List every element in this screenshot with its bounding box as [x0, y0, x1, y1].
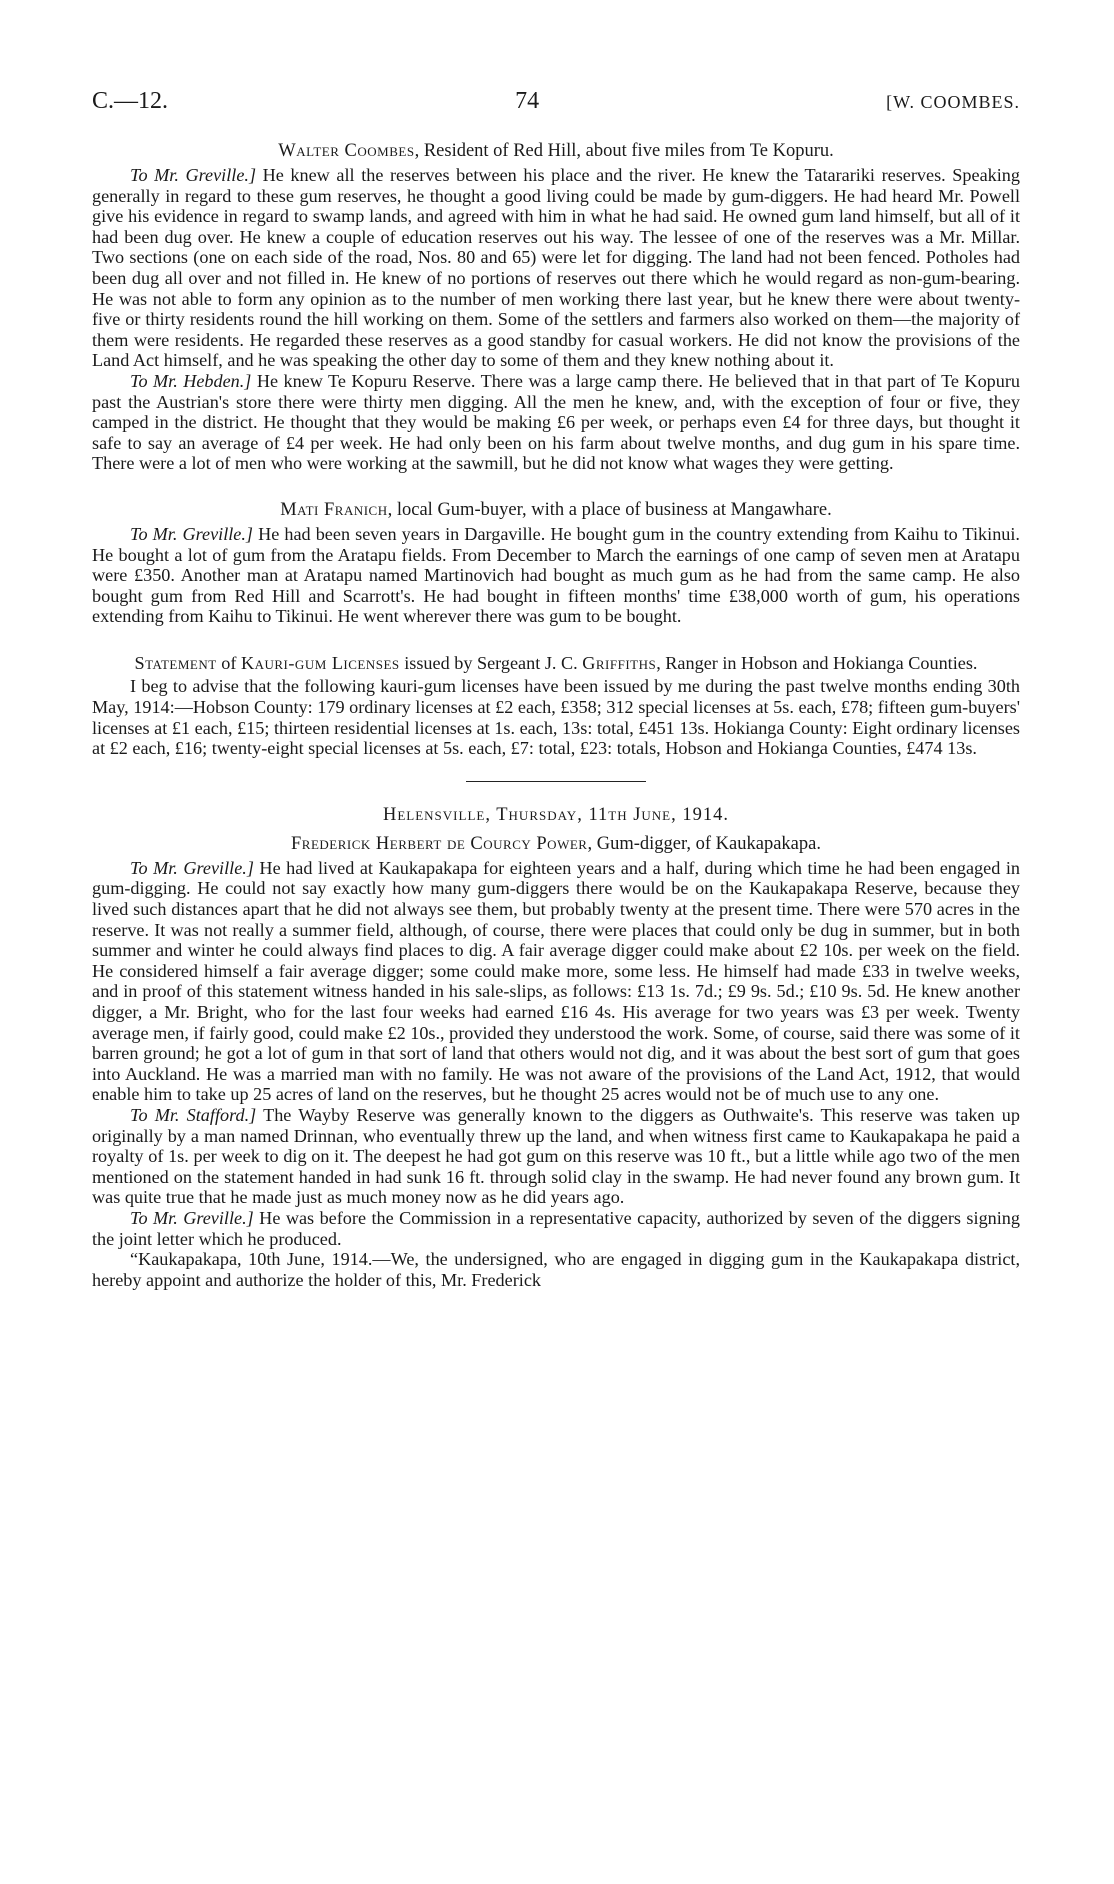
statement-body: I beg to advise that the following kauri-gum licenses have been issued by me during the past twelve months ending 30th May, 1914:—Hobson County: 179 ordinary licenses at £2 each, £358; 312 special licenses at 5s. each, £78; fifteen gum-buyers' licenses at £1 each, £15; thirteen residential licenses at 1s. each, 13s: total, £451 13s. Hokianga County: Eight ordinary licenses at £2 each, £16; twenty-eight special licenses at 5s. each, £7: total, £23: totals, Hobson and Hokianga Counties, £474 13s.: [92, 676, 1020, 759]
evidence-paragraph: To Mr. Greville.] He had been seven years in Dargaville. He bought gum in the country extending from Kaihu to Tikinui. He bought a lot of gum from the Aratapu fields. From December to March the earnings of one camp of seven men at Aratapu were £350. Another man at Aratapu named Martinovich had bought as much gum as he had from the same camp. He also bought gum from Red Hill and Scarrott's. He had bought in fifteen months' time £38,000 worth of gum, his operations extending from Kaihu to Tikinui. He went wherever there was gum to be bought.: [92, 523, 1020, 627]
examiner-lead: To Mr. Greville.]: [130, 523, 253, 544]
section-divider: [466, 781, 646, 782]
evidence-paragraph: To Mr. Greville.] He was before the Commission in a representative capacity, authorized by seven of the diggers signing the joint letter which he produced.: [92, 1207, 1020, 1249]
running-head: [W. COOMBES.: [886, 92, 1020, 112]
statement-heading: Statement of Kauri-gum Licenses issued by Sergeant J. C. Griffiths, Ranger in Hobson and Hokianga Counties.: [134, 652, 978, 673]
witness-heading-franich: [92, 500, 1020, 521]
witness-heading-coombes: [92, 141, 1020, 162]
page-header: [92, 88, 1020, 115]
page-number: 74: [515, 88, 540, 114]
witness-heading-power: [92, 834, 1020, 855]
witness-name: Mati Franich: [280, 499, 388, 520]
witness-description: , Gum-digger, of Kaukapakapa.: [587, 833, 821, 854]
examiner-lead: To Mr. Greville.]: [130, 165, 257, 185]
document-reference: C.—12.: [92, 88, 169, 114]
witness-description: , local Gum-buyer, with a place of business at Mangawhare.: [387, 499, 832, 520]
sitting-dateline: Helensville, Thursday, 11th June, 1914.: [382, 804, 729, 825]
evidence-paragraph: To Mr. Greville.] He knew all the reserves between his place and the river. He knew the Tatarariki reserves. Speaking generally in regard to these gum reserves, he thought a good living could be made by gum-diggers. He had heard Mr. Powell give his evidence in regard to swamp lands, and agreed with him in what he had said. He owned gum land himself, but all of it had been dug over. He knew a couple of education reserves out his way. The lessee of one of the reserves was a Mr. Millar. Two sections (one on each side of the road, Nos. 80 and 65) were let for digging. The land had not been fenced. Potholes had been dug all over and not filled in. He knew of no portions of reserves out there which he would regard as non-gum-bearing. He was not able to form any opinion as to the number of men working there last year, but he knew there were about twenty-five or thirty residents round the hill working on them. Some of the settlers and farmers also worked on them—the majority of them were residents. He regarded these reserves as a good standby for casual workers. He did not know the provisions of the Land Act himself, and he was speaking the other day to some of them and they knew nothing about it.: [92, 165, 1020, 371]
witness-name: Frederick Herbert de Courcy Power: [291, 833, 588, 854]
witness-description: , Resident of Red Hill, about five miles from Te Kopuru.: [414, 141, 834, 161]
examiner-lead: To Mr. Hebden.]: [130, 370, 252, 391]
witness-name: Walter Coombes: [278, 141, 415, 161]
examiner-lead: To Mr. Greville.]: [130, 857, 254, 878]
examiner-lead: To Mr. Stafford.]: [130, 1104, 257, 1125]
evidence-paragraph: To Mr. Greville.] He had lived at Kaukapakapa for eighteen years and a half, during which time he had been engaged in gum-digging. He could not say exactly how many gum-diggers there would be on the Kaukapakapa Reserve, because they lived such distances apart that he did not always see them, but probably twenty at the present time. There were 570 acres in the reserve. It was not really a summer field, although, of course, there were places that could only be dug in summer, but in both summer and winter he could always find places to dig. A fair average digger could make about £2 10s. per week on the field. He considered himself a fair average digger; some could make more, some less. He himself had made £33 in twelve weeks, and in proof of this statement witness handed in his sale-slips, as follows: £13 1s. 7d.; £9 9s. 5d.; £10 9s. 5d. He knew another digger, a Mr. Bright, who for the last four weeks had earned £16 4s. His average for two years was £3 per week. Twenty average men, if fairly good, could make £2 10s., provided they understood the work. Some, of course, said there was some of it barren ground; he got a lot of gum in that sort of land that others would not dig, and it was about the best sort of gum that goes into Auckland. He was a married man with no family. He was not aware of the provisions of the Land Act, 1912, that would enable him to take up 25 acres of land on the reserves, but he thought 25 acres would not be of much use to any one.: [92, 857, 1020, 1105]
quoted-letter: “Kaukapakapa, 10th June, 1914.—We, the undersigned, who are engaged in digging gum in the Kaukapakapa district, hereby appoint and authorize the holder of this, Mr. Frederick: [92, 1249, 1020, 1290]
examiner-lead: To Mr. Greville.]: [130, 1207, 254, 1228]
evidence-paragraph: To Mr. Hebden.] He knew Te Kopuru Reserve. There was a large camp there. He believed that in that part of Te Kopuru past the Austrian's store there were thirty men digging. All the men he knew, and, with the exception of four or five, they camped in the district. He thought that they would be making £6 per week, or perhaps even £4 for three days, but thought it safe to say an average of £4 per week. He had only been on his farm about twelve months, and dug gum in his spare time. There were a lot of men who were working at the sawmill, but he did not know what wages they were getting.: [92, 370, 1020, 474]
evidence-paragraph: To Mr. Stafford.] The Wayby Reserve was generally known to the diggers as Outhwaite's. This reserve was taken up originally by a man named Drinnan, who eventually threw up the land, and when witness first came to Kaukapakapa he paid a royalty of 1s. per week to dig on it. The deepest he had got gum on this reserve was 10 ft., but a little while ago two of the men mentioned on the statement handed in had sunk 16 ft. through solid clay in the swamp. He had never found any brown gum. It was quite true that he made just as much money now as he did years ago.: [92, 1104, 1020, 1208]
document-page: [92, 88, 1020, 1290]
